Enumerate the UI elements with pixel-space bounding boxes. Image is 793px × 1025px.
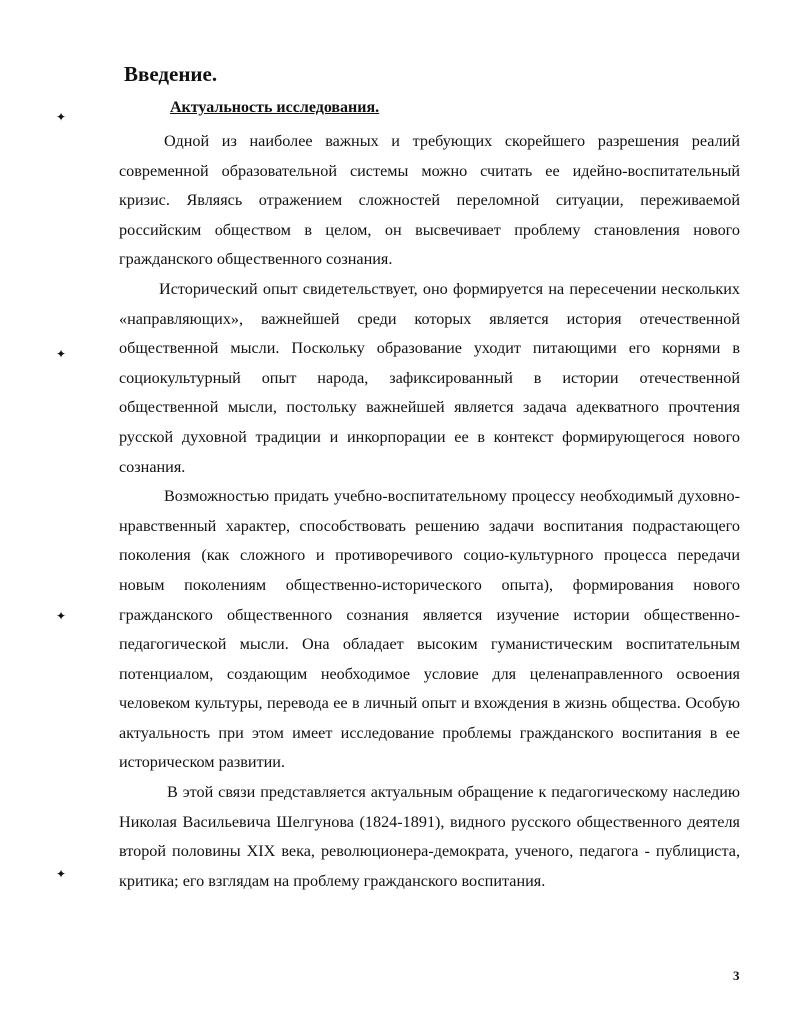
margin-mark-icon: ✦: [56, 609, 67, 623]
section-title: Актуальность исследования.: [170, 99, 380, 116]
document-body: [119, 127, 740, 896]
paragraph-1: Одной из наиболее важных и требующих скорейшего разрешения реалий современной образовательной системы можно считать ее идейно-воспитательный кризис. Являясь отражением сложностей переломной ситуации, переживаемой российским обществом в целом, он высвечивает проблему становления нового гражданского общественного сознания.: [119, 132, 740, 269]
margin-mark-icon: ✦: [56, 347, 67, 361]
page-title: Введение.: [124, 62, 218, 86]
paragraph-2: Исторический опыт свидетельствует, оно формируется на пересечении нескольких «направляющих», важнейшей среди которых является история отечественной общественной мысли. Поскольку образование уходит питающими его корнями в социокультурный опыт народа, зафиксированный в истории отечественной общественной мысли, постольку важнейшей является задача адекватного прочтения русской духовной традиции и инкорпорации ее в контекст формирующегося нового сознания.: [119, 279, 740, 476]
page-number: 3: [733, 968, 740, 983]
paragraph-3: Возможностью придать учебно-воспитательному процессу необходимый духовно-нравственный характер, способствовать решению задачи воспитания подрастающего поколения (как сложного и противоречивого социо-культурного процесса передачи новым поколениям общественно-исторического опыта), формирования нового гражданского общественного сознания является изучение истории общественно-педагогической мысли. Она обладает высоким гуманистическим воспитательным потенциалом, создающим необходимое условие для целенаправленного освоения человеком культуры, перевода ее в личный опыт и вхождения в жизнь общества. Особую актуальность при этом имеет исследование проблемы гражданского воспитания в ее историческом развитии.: [119, 487, 740, 772]
margin-mark-icon: ✦: [56, 110, 67, 124]
margin-mark-icon: ✦: [56, 867, 67, 881]
paragraph-4: В этой связи представляется актуальным обращение к педагогическому наследию Николая Васильевича Шелгунова (1824-1891), видного русского общественного деятеля второй половины XIX века, революционера-демократа, ученого, педагога - публициста, критика; его взглядам на проблему гражданского воспитания.: [119, 783, 740, 890]
